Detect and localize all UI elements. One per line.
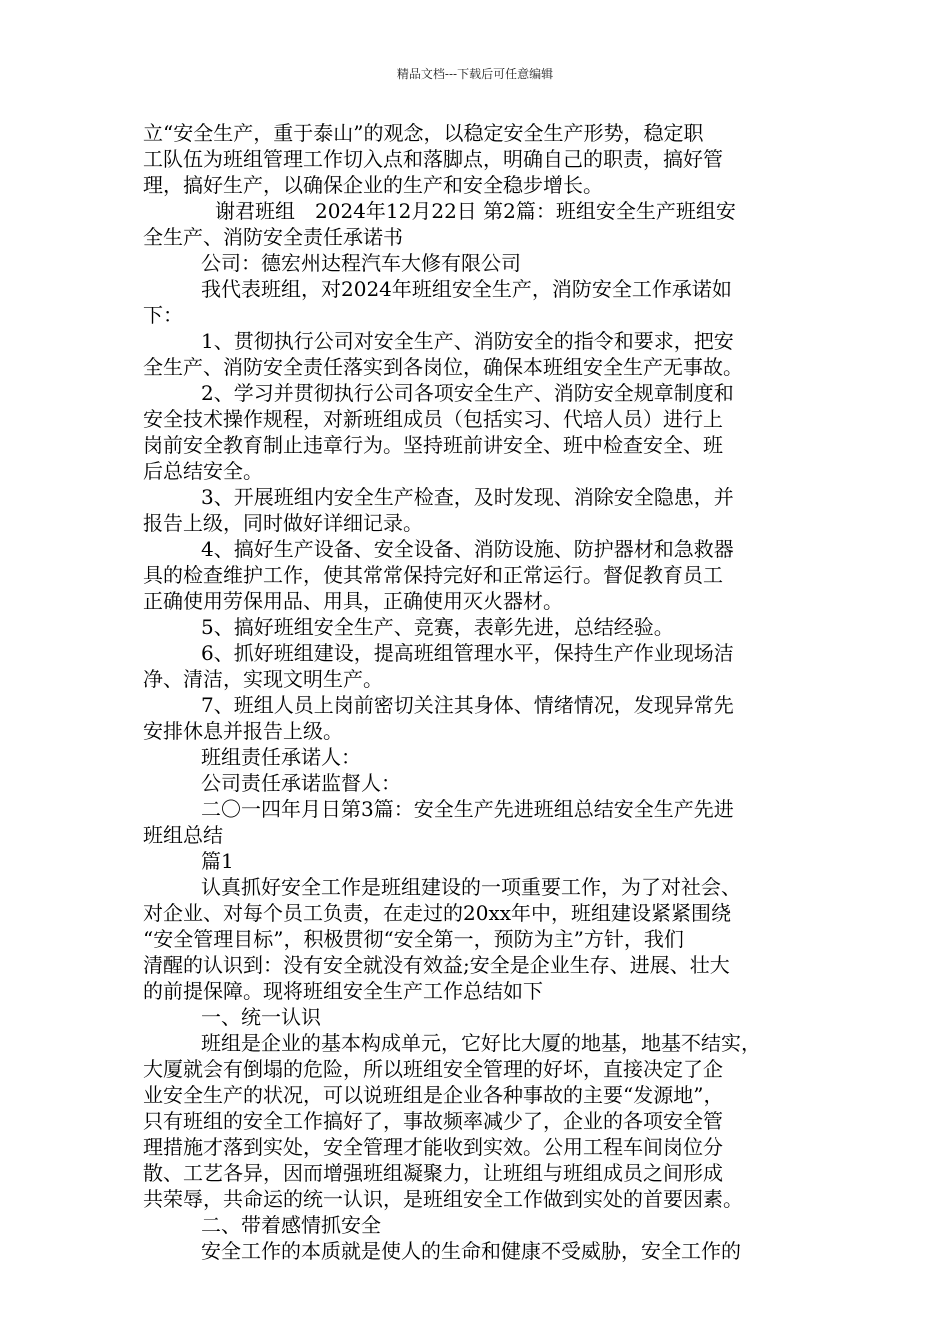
text-line: 1、贯彻执行公司对安全生产、消防安全的指令和要求，把安 xyxy=(201,329,734,353)
text-line: 清醒的认识到：没有安全就没有效益;安全是企业生存、进展、壮大 xyxy=(143,953,730,977)
text-line: 全生产、消防安全责任承诺书 xyxy=(143,225,403,249)
text-line: 二、带着感情抓安全 xyxy=(201,1213,381,1237)
text-line: 认真抓好安全工作是班组建设的一项重要工作，为了对社会、 xyxy=(201,875,741,899)
text-line: 公司责任承诺监督人： xyxy=(201,771,401,795)
text-line: 安排休息并报告上级。 xyxy=(143,719,343,743)
text-line: 全生产、消防安全责任落实到各岗位，确保本班组安全生产无事故。 xyxy=(143,355,743,379)
text-line: 正确使用劳保用品、用具，正确使用灭火器材。 xyxy=(143,589,563,613)
text-line: 立“安全生产，重于泰山”的观念，以稳定安全生产形势，稳定职 xyxy=(143,121,704,145)
text-line: 二〇一四年月日第3篇：安全生产先进班组总结安全生产先进 xyxy=(201,797,734,821)
text-line: 大厦就会有倒塌的危险，所以班组安全管理的好坏，直接决定了企 xyxy=(143,1057,723,1081)
text-line: 工队伍为班组管理工作切入点和落脚点，明确自己的职责，搞好管 xyxy=(143,147,723,171)
text-line: 班组总结 xyxy=(143,823,223,847)
text-line: 2、学习并贯彻执行公司各项安全生产、消防安全规章制度和 xyxy=(201,381,734,405)
text-line: 报告上级，同时做好详细记录。 xyxy=(143,511,423,535)
text-line: 理，搞好生产，以确保企业的生产和安全稳步增长。 xyxy=(143,173,603,197)
text-line: 谢君班组 2024年12月22日 第2篇：班组安全生产班组安 xyxy=(215,199,736,223)
text-line: 7、班组人员上岗前密切关注其身体、情绪情况，发现异常先 xyxy=(201,693,734,717)
text-line: 对企业、对每个员工负责，在走过的20xx年中，班组建设紧紧围绕 xyxy=(143,901,732,925)
text-line: 共荣辱，共命运的统一认识，是班组安全工作做到实处的首要因素。 xyxy=(143,1187,743,1211)
text-line: 班组是企业的基本构成单元，它好比大厦的地基，地基不结实， xyxy=(201,1031,761,1055)
text-line: 只有班组的安全工作搞好了，事故频率减少了，企业的各项安全管 xyxy=(143,1109,723,1133)
text-line: 篇1 xyxy=(201,849,234,873)
text-line: 一、统一认识 xyxy=(201,1005,321,1029)
text-line: “安全管理目标”，积极贯彻“安全第一，预防为主”方针，我们 xyxy=(143,927,684,951)
text-line: 具的检查维护工作，使其常常保持完好和正常运行。督促教育员工 xyxy=(143,563,723,587)
text-line: 后总结安全。 xyxy=(143,459,263,483)
text-line: 理措施才落到实处，安全管理才能收到实效。公用工程车间岗位分 xyxy=(143,1135,723,1159)
text-line: 班组责任承诺人： xyxy=(201,745,361,769)
text-line: 安全工作的本质就是使人的生命和健康不受威胁，安全工作的 xyxy=(201,1239,741,1263)
text-line: 公司：德宏州达程汽车大修有限公司 xyxy=(201,251,521,275)
text-line: 业安全生产的状况，可以说班组是企业各种事故的主要“发源地”， xyxy=(143,1083,724,1107)
text-line: 6、抓好班组建设，提高班组管理水平，保持生产作业现场洁 xyxy=(201,641,734,665)
text-line: 散、工艺各异，因而增强班组凝聚力，让班组与班组成员之间形成 xyxy=(143,1161,723,1185)
document-body xyxy=(143,120,808,1264)
text-line: 岗前安全教育制止违章行为。坚持班前讲安全、班中检查安全、班 xyxy=(143,433,723,457)
text-line: 的前提保障。现将班组安全生产工作总结如下 xyxy=(143,979,543,1003)
text-line: 3、开展班组内安全生产检查，及时发现、消除安全隐患，并 xyxy=(201,485,734,509)
text-line: 我代表班组，对2024年班组安全生产，消防安全工作承诺如 xyxy=(201,277,732,301)
text-line: 5、搞好班组安全生产、竞赛，表彰先进，总结经验。 xyxy=(201,615,674,639)
text-line: 4、搞好生产设备、安全设备、消防设施、防护器材和急救器 xyxy=(201,537,734,561)
text-line: 净、清洁，实现文明生产。 xyxy=(143,667,383,691)
page-header: 精品文档---下载后可任意编辑 xyxy=(396,67,554,81)
text-line: 下： xyxy=(143,303,183,327)
text-line: 安全技术操作规程，对新班组成员（包括实习、代培人员）进行上 xyxy=(143,407,723,431)
